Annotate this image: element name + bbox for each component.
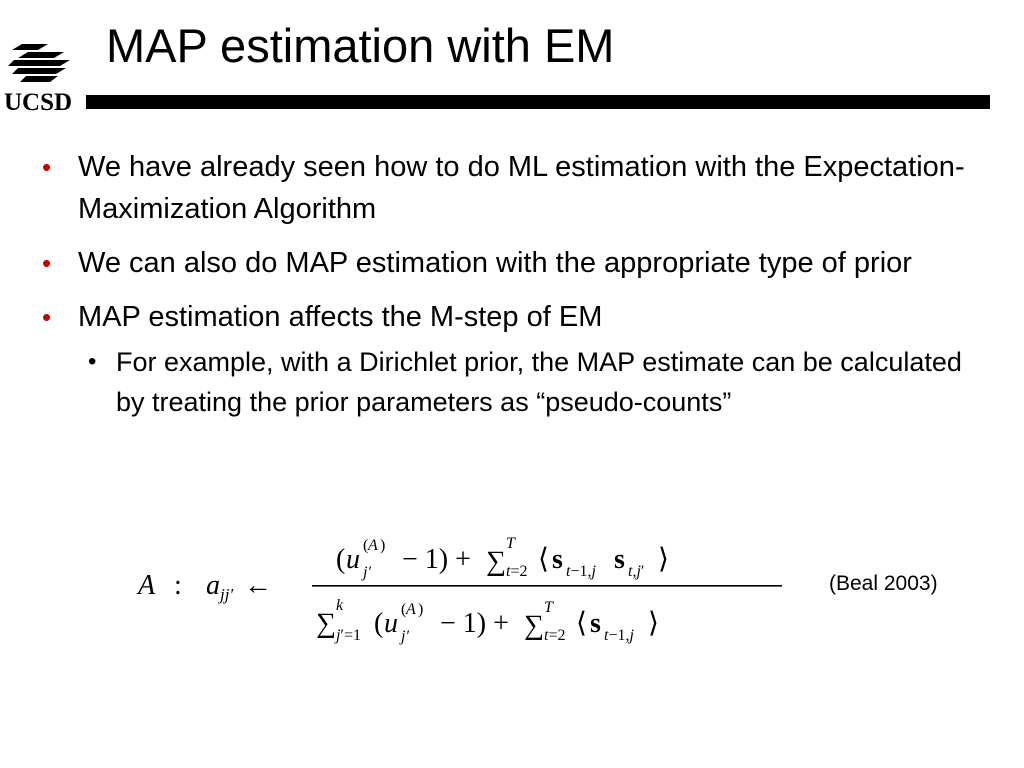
svg-text:∑: ∑: [316, 608, 336, 639]
svg-text:(: (: [374, 608, 384, 639]
svg-text:(: (: [363, 537, 369, 554]
bullet-item: [36, 242, 986, 284]
svg-text:t,j′: t,j′: [628, 563, 645, 580]
svg-text:⟨: ⟨: [538, 544, 549, 575]
svg-text:⟨: ⟨: [576, 608, 587, 639]
svg-text:s: s: [552, 544, 563, 575]
svg-text:A: A: [406, 601, 416, 618]
svg-text:t=2: t=2: [544, 627, 566, 644]
svg-text:∑: ∑: [486, 546, 506, 577]
bullet-item: [36, 296, 986, 338]
svg-text:⟩: ⟩: [658, 544, 669, 575]
sub-bullet-text: For example, with a Dirichlet prior, the MAP estimate can be calculated by treating the prior parameters as “pseudo-counts”: [116, 347, 962, 417]
svg-text:(: (: [401, 601, 407, 618]
svg-text:t=2: t=2: [506, 563, 528, 580]
bullet-text: MAP estimation affects the M-step of EM: [78, 301, 603, 333]
svg-text:j′: j′: [401, 628, 409, 645]
svg-text:T: T: [544, 599, 553, 616]
svg-text:j′: j′: [363, 564, 371, 581]
svg-text:A: A: [368, 537, 378, 554]
logo-text: UCSD: [4, 89, 73, 116]
ucsd-logo: [2, 40, 92, 120]
svg-text:A: A: [138, 570, 156, 601]
ucsd-emblem-icon: [8, 40, 74, 88]
svg-text:): ): [380, 537, 386, 554]
svg-text:u: u: [346, 544, 360, 575]
svg-text::: :: [174, 570, 182, 601]
svg-text:u: u: [384, 608, 398, 639]
bullet-marker: •: [42, 152, 52, 182]
svg-text:t−1,j: t−1,j: [604, 627, 634, 644]
citation: (Beal 2003): [829, 572, 938, 595]
bullet-marker: •: [42, 248, 52, 278]
svg-text:− 1) +: − 1) +: [440, 608, 509, 639]
slide-title: MAP estimation with EM: [106, 19, 615, 72]
bullet-text: We can also do MAP estimation with the appropriate type of prior: [78, 247, 912, 279]
svg-text:⟩: ⟩: [648, 608, 659, 639]
svg-text:∑: ∑: [524, 610, 544, 641]
title-divider: [86, 95, 990, 109]
map-update-formula: [134, 532, 794, 652]
bullet-text: We have already seen how to do ML estimation with the Expectation-Maximization Algorithm: [78, 151, 965, 225]
bullet-list: [36, 146, 986, 422]
svg-text:a: a: [206, 570, 220, 601]
svg-text:T: T: [506, 535, 515, 552]
svg-text:s: s: [614, 544, 625, 575]
svg-text:j′=1: j′=1: [336, 627, 361, 644]
svg-text:t−1,j: t−1,j: [566, 563, 596, 580]
svg-text:←: ←: [244, 570, 272, 601]
svg-text:(: (: [336, 544, 346, 575]
bullet-marker: •: [42, 302, 52, 332]
svg-text:k: k: [336, 597, 344, 614]
sub-bullet-item: [36, 342, 986, 422]
svg-text:jj′: jj′: [220, 585, 234, 604]
sub-bullet-marker: •: [88, 348, 97, 375]
svg-text:s: s: [590, 608, 601, 639]
svg-text:− 1) +: − 1) +: [402, 544, 471, 575]
bullet-item: [36, 146, 986, 230]
svg-text:): ): [418, 601, 424, 618]
